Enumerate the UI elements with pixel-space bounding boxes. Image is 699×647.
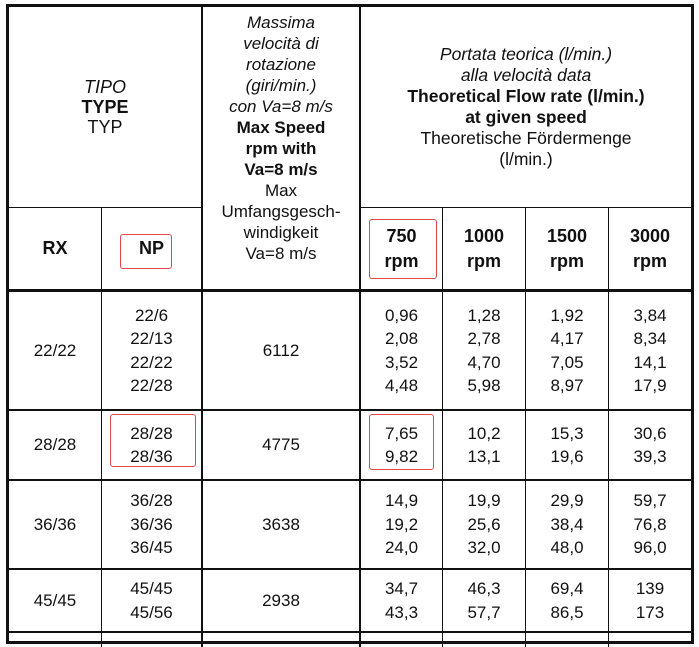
flow-value: 43,3 <box>384 602 419 622</box>
table-row-np <box>102 570 201 631</box>
speed-value: 6112 <box>262 340 300 360</box>
rpm-unit: rpm <box>632 250 667 271</box>
flow-values <box>526 570 608 631</box>
flow-value: 69,4 <box>550 579 584 598</box>
flow-values <box>361 481 442 568</box>
rx-label: RX <box>42 238 68 258</box>
speed-value: 2938 <box>262 590 300 610</box>
table-row-speed <box>203 481 359 568</box>
flow-value: 39,3 <box>633 447 667 466</box>
np-value: 45/56 <box>130 602 173 622</box>
rpm-value: 1000 <box>463 225 505 246</box>
flow-value: 10,2 <box>467 423 501 443</box>
flow-value: 2,78 <box>467 329 501 348</box>
np-value: 36/36 <box>130 514 173 534</box>
flow-values <box>443 411 525 479</box>
rpm-1000-header <box>443 208 525 289</box>
flow-value: 4,70 <box>467 352 501 372</box>
speed-header-de-line: Va=8 m/s <box>245 244 317 263</box>
np-value: 22/28 <box>130 376 173 395</box>
speed-header-it-line: (giri/min.) <box>245 76 317 95</box>
flow-header-it-line: alla velocità data <box>460 65 592 85</box>
flow-value: 5,98 <box>467 376 501 395</box>
np-value: 22/22 <box>130 352 173 372</box>
table-row-speed <box>203 570 359 631</box>
rpm-unit: rpm <box>384 250 419 271</box>
flow-value: 4,48 <box>384 376 419 395</box>
flow-value: 86,5 <box>550 602 584 622</box>
flow-value: 30,6 <box>633 423 667 443</box>
divider <box>9 631 691 633</box>
np-value: 28/36 <box>130 447 173 466</box>
table-row-np <box>102 292 201 409</box>
flow-value: 57,7 <box>467 602 501 622</box>
np-value: 28/28 <box>130 423 173 443</box>
speed-header-it-line: Massima <box>246 13 315 32</box>
speed-header-en-line: Va=8 m/s <box>244 160 318 179</box>
np-value: 45/45 <box>130 579 173 598</box>
flow-value: 1,92 <box>550 305 584 325</box>
rx-value: 36/36 <box>33 514 77 534</box>
np-value: 36/28 <box>130 491 173 511</box>
flow-values <box>361 570 442 631</box>
flow-values <box>443 481 525 568</box>
np-header-highlight <box>120 234 172 269</box>
flow-value: 0,96 <box>384 305 419 325</box>
flow-values <box>609 570 691 631</box>
flow-values <box>609 481 691 568</box>
speed-value: 4775 <box>262 435 300 455</box>
table-row-rx <box>9 570 101 631</box>
flow-values <box>443 292 525 409</box>
speed-header-en-line: rpm with <box>245 139 317 158</box>
flow-rate-table <box>6 4 694 644</box>
flow-values <box>526 411 608 479</box>
rx-column-header <box>9 208 101 289</box>
rx-value: 45/45 <box>33 590 77 610</box>
flow-value: 13,1 <box>467 447 501 466</box>
flow-value: 2,08 <box>384 329 419 348</box>
np-value: 22/6 <box>134 305 169 325</box>
flow-values <box>526 292 608 409</box>
flow-values <box>443 570 525 631</box>
flow-value: 24,0 <box>384 538 419 558</box>
speed-value: 3638 <box>262 514 300 534</box>
flow-value: 7,65 <box>384 423 419 443</box>
flow-header <box>361 7 691 207</box>
flow-value: 46,3 <box>467 579 501 598</box>
table-row-rx <box>9 481 101 568</box>
rx-value: 22/22 <box>33 340 77 360</box>
flow-value: 19,2 <box>384 514 419 534</box>
flow-value: 96,0 <box>633 538 667 558</box>
flow-value: 8,34 <box>633 329 667 348</box>
table-row-speed <box>203 411 359 479</box>
table-row-np <box>102 481 201 568</box>
flow-header-en-line: at given speed <box>465 107 587 127</box>
np-value: 22/13 <box>130 329 173 348</box>
flow-28-highlight <box>369 414 434 470</box>
speed-header-it-line: velocità di <box>243 34 319 53</box>
flow-value: 14,1 <box>633 352 667 372</box>
flow-header-en-line: Theoretical Flow rate (l/min.) <box>407 86 645 106</box>
flow-value: 1,28 <box>467 305 501 325</box>
speed-header-de-line: Max <box>264 181 298 200</box>
flow-values <box>526 481 608 568</box>
flow-value: 17,9 <box>633 376 667 395</box>
flow-value: 48,0 <box>550 538 584 558</box>
type-header-it: TIPO <box>83 77 126 97</box>
rpm-3000-header <box>609 208 691 289</box>
type-header <box>9 7 201 207</box>
flow-value: 19,6 <box>550 447 584 466</box>
rpm-value: 3000 <box>629 225 671 246</box>
flow-values <box>361 292 442 409</box>
flow-value: 173 <box>635 602 665 622</box>
flow-value: 32,0 <box>467 538 501 558</box>
flow-value: 9,82 <box>384 447 419 466</box>
speed-header-it-line: rotazione <box>246 55 316 74</box>
rpm-unit: rpm <box>549 250 584 271</box>
flow-value: 59,7 <box>633 491 667 511</box>
np-28-highlight <box>110 414 196 467</box>
speed-header-de-line: Umfangsgesch- <box>221 202 341 221</box>
rpm-1500-header <box>526 208 608 289</box>
type-header-en: TYPE <box>81 97 129 117</box>
np-label: NP <box>138 238 164 258</box>
flow-value: 25,6 <box>467 514 501 534</box>
flow-value: 3,52 <box>384 352 419 372</box>
speed-header-en-line: Max Speed <box>236 118 326 137</box>
flow-value: 15,3 <box>550 423 584 443</box>
flow-value: 38,4 <box>550 514 584 534</box>
table-row-rx <box>9 411 101 479</box>
flow-values <box>609 411 691 479</box>
flow-value: 19,9 <box>467 491 501 511</box>
flow-value: 3,84 <box>633 305 667 325</box>
flow-header-it-line: Portata teorica (l/min.) <box>439 44 613 64</box>
rx-value: 28/28 <box>33 435 77 455</box>
flow-value: 8,97 <box>550 376 584 395</box>
rpm-value: 750 <box>386 225 417 246</box>
flow-value: 14,9 <box>384 491 419 511</box>
table-row-rx <box>9 292 101 409</box>
flow-header-de-line: Theoretische Fördermenge <box>420 128 632 148</box>
flow-value: 34,7 <box>384 579 419 598</box>
rpm-750-highlight <box>369 219 437 279</box>
type-header-de: TYP <box>87 117 123 137</box>
table-row-speed <box>203 292 359 409</box>
flow-value: 76,8 <box>633 514 667 534</box>
speed-header-it-line: con Va=8 m/s <box>229 97 333 116</box>
speed-header-de-line: windigkeit <box>243 223 319 242</box>
flow-value: 7,05 <box>550 352 584 372</box>
flow-header-de-line: (l/min.) <box>499 149 553 169</box>
speed-header <box>203 7 359 289</box>
flow-values <box>609 292 691 409</box>
np-value: 36/45 <box>130 538 173 558</box>
flow-value: 29,9 <box>550 491 584 511</box>
flow-value: 4,17 <box>550 329 584 348</box>
flow-value: 139 <box>635 579 665 598</box>
rpm-value: 1500 <box>546 225 588 246</box>
rpm-unit: rpm <box>466 250 501 271</box>
